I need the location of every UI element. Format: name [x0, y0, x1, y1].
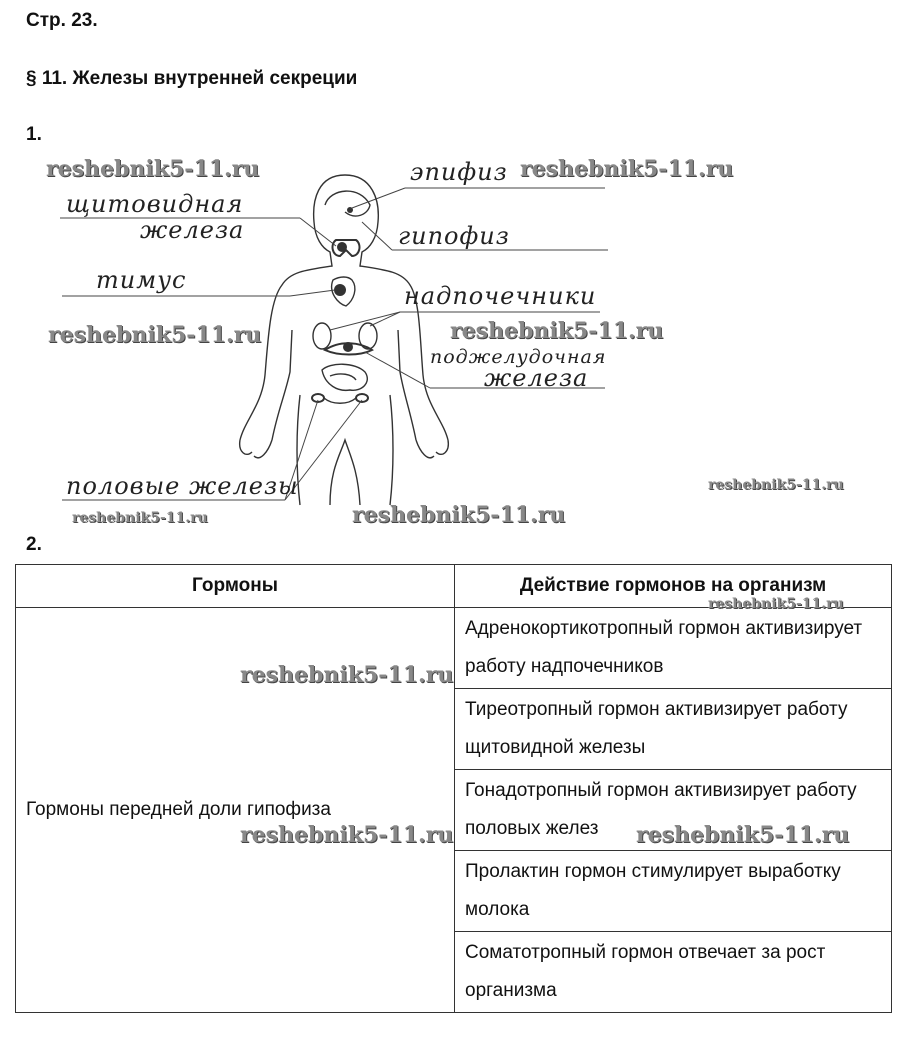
header-actions: Действие гормонов на организм	[455, 565, 892, 608]
label-gonads: половые железы	[66, 472, 299, 500]
action-cell: Гонадотропный гормон активизирует работу половых желез	[455, 770, 892, 851]
watermark: reshebnik5-11.ru	[48, 322, 262, 348]
label-thyroid-line1: щитовидная	[66, 190, 244, 218]
action-cell: Тиреотропный гормон активизирует работу щитовидной железы	[455, 689, 892, 770]
task-1-number: 1.	[26, 124, 42, 145]
task-2-number: 2.	[26, 534, 42, 555]
watermark: reshebnik5-11.ru	[352, 502, 566, 528]
watermark: reshebnik5-11.ru	[240, 662, 454, 688]
watermark: reshebnik5-11.ru	[708, 477, 844, 493]
watermark: reshebnik5-11.ru	[450, 318, 664, 344]
action-cell: Адренокортикотропный гормон активизирует работу надпочечников	[455, 608, 892, 689]
label-pancreas-line2: железа	[484, 364, 589, 392]
action-cell: Пролактин гормон стимулирует выработку молока	[455, 851, 892, 932]
label-thymus: тимус	[96, 266, 187, 294]
label-pancreas-line1: поджелудочная	[430, 346, 607, 368]
hormone-group-cell: Гормоны передней доли гипофиза	[16, 608, 455, 1013]
header-hormones: Гормоны	[16, 565, 455, 608]
watermark: reshebnik5-11.ru	[46, 156, 260, 182]
watermark: reshebnik5-11.ru	[708, 596, 844, 612]
label-adrenals: надпочечники	[404, 282, 597, 310]
label-epiphysis: эпифиз	[410, 158, 508, 186]
action-cell: Соматотропный гормон отвечает за рост организма	[455, 932, 892, 1013]
label-thyroid-line2: железа	[140, 216, 245, 244]
section-title: § 11. Железы внутренней секреции	[26, 68, 358, 89]
watermark: reshebnik5-11.ru	[636, 822, 850, 848]
label-pituitary: гипофиз	[398, 222, 510, 250]
watermark: reshebnik5-11.ru	[72, 510, 208, 526]
page-label: Стр. 23.	[26, 10, 98, 31]
hormones-table	[15, 564, 892, 1013]
head-outline	[240, 175, 345, 440]
watermark: reshebnik5-11.ru	[240, 822, 454, 848]
table-row	[16, 608, 892, 689]
watermark: reshebnik5-11.ru	[520, 156, 734, 182]
